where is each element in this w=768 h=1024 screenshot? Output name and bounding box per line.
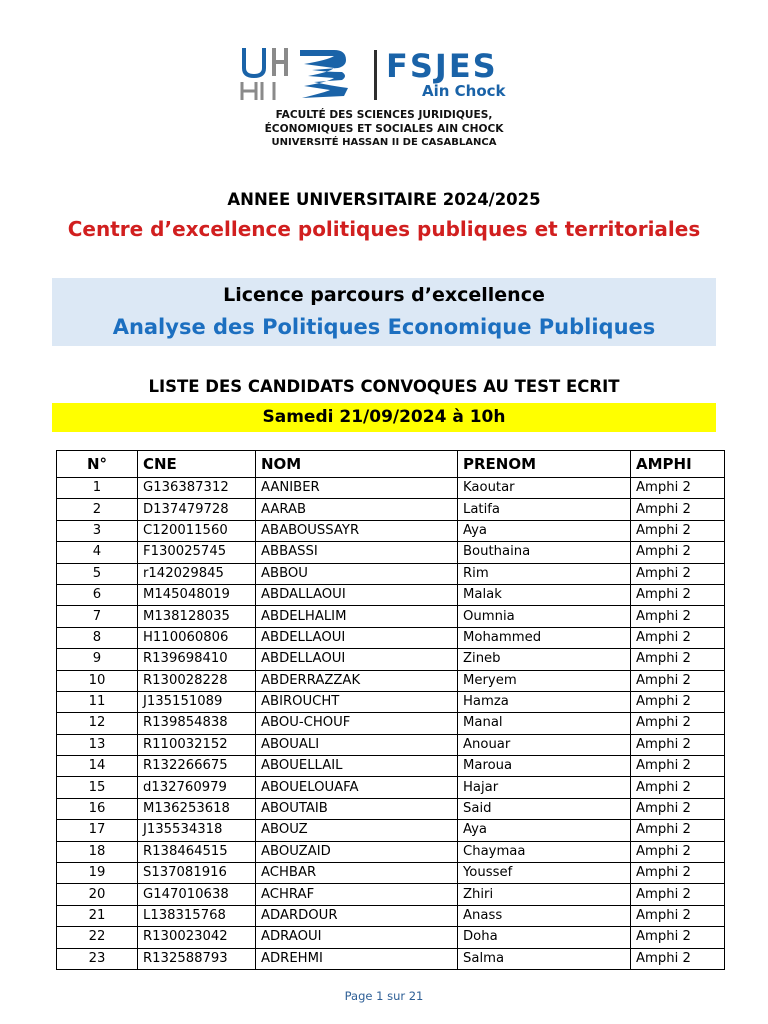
cell-prenom: Kaoutar (458, 478, 631, 499)
cell-prenom: Said (458, 798, 631, 819)
cell-nom: ABOUTAIB (256, 798, 458, 819)
cell-amphi: Amphi 2 (631, 734, 725, 755)
cell-nom: ABOUELOUAFA (256, 777, 458, 798)
cell-nom: ABDERRAZZAK (256, 670, 458, 691)
cell-number: 18 (57, 841, 138, 862)
cell-nom: ABBASSI (256, 542, 458, 563)
table-row (57, 948, 725, 969)
table-row (57, 563, 725, 584)
centre-title: Centre d’excellence politiques publiques et territoriales (67, 217, 701, 241)
cell-cne: G147010638 (138, 884, 256, 905)
column-header-cne: CNE (138, 451, 256, 478)
cell-prenom: Oumnia (458, 606, 631, 627)
table-row (57, 777, 725, 798)
cell-number: 5 (57, 563, 138, 584)
table-row (57, 691, 725, 712)
cell-nom: ABDELHALIM (256, 606, 458, 627)
program-banner (52, 278, 716, 346)
cell-nom: ADREHMI (256, 948, 458, 969)
column-header-number: N° (57, 451, 138, 478)
cell-amphi: Amphi 2 (631, 520, 725, 541)
cell-nom: ABOU-CHOUF (256, 713, 458, 734)
cell-prenom: Latifa (458, 499, 631, 520)
licence-title: Licence parcours d’excellence (223, 284, 545, 306)
cell-amphi: Amphi 2 (631, 905, 725, 926)
cell-cne: D137479728 (138, 499, 256, 520)
cell-number: 17 (57, 820, 138, 841)
cell-nom: ABDELLAOUI (256, 649, 458, 670)
cell-nom: AANIBER (256, 478, 458, 499)
cell-number: 1 (57, 478, 138, 499)
cell-prenom: Aya (458, 520, 631, 541)
cell-amphi: Amphi 2 (631, 884, 725, 905)
cell-number: 12 (57, 713, 138, 734)
column-header-amphi: AMPHI (631, 451, 725, 478)
cell-nom: ABOUZ (256, 820, 458, 841)
cell-amphi: Amphi 2 (631, 584, 725, 605)
faculty-name-line-2: ÉCONOMIQUES ET SOCIALES AIN CHOCK (264, 123, 504, 135)
cell-prenom: Meryem (458, 670, 631, 691)
cell-prenom: Youssef (458, 863, 631, 884)
cell-prenom: Hamza (458, 691, 631, 712)
cell-cne: J135151089 (138, 691, 256, 712)
faculty-logo (238, 46, 530, 152)
cell-number: 23 (57, 948, 138, 969)
cell-prenom: Zhiri (458, 884, 631, 905)
table-row (57, 478, 725, 499)
cell-prenom: Hajar (458, 777, 631, 798)
table-row (57, 820, 725, 841)
cell-cne: R138464515 (138, 841, 256, 862)
cell-amphi: Amphi 2 (631, 713, 725, 734)
academic-year: ANNEE UNIVERSITAIRE 2024/2025 (227, 190, 541, 209)
table-row (57, 627, 725, 648)
cell-prenom: Manal (458, 713, 631, 734)
cell-cne: L138315768 (138, 905, 256, 926)
cell-number: 13 (57, 734, 138, 755)
cell-cne: J135534318 (138, 820, 256, 841)
cell-number: 2 (57, 499, 138, 520)
cell-nom: ABBOU (256, 563, 458, 584)
cell-nom: ADRAOUI (256, 927, 458, 948)
cell-cne: H110060806 (138, 627, 256, 648)
cell-number: 3 (57, 520, 138, 541)
exam-date-banner (52, 403, 716, 432)
cell-cne: F130025745 (138, 542, 256, 563)
cell-cne: R110032152 (138, 734, 256, 755)
cell-amphi: Amphi 2 (631, 649, 725, 670)
list-title: LISTE DES CANDIDATS CONVOQUES AU TEST ECRIT (148, 377, 620, 396)
cell-prenom: Mohammed (458, 627, 631, 648)
cell-amphi: Amphi 2 (631, 820, 725, 841)
cell-number: 19 (57, 863, 138, 884)
cell-nom: ABOUALI (256, 734, 458, 755)
cell-amphi: Amphi 2 (631, 777, 725, 798)
cell-amphi: Amphi 2 (631, 542, 725, 563)
cell-prenom: Maroua (458, 756, 631, 777)
cell-nom: ACHBAR (256, 863, 458, 884)
cell-cne: r142029845 (138, 563, 256, 584)
cell-cne: G136387312 (138, 478, 256, 499)
cell-cne: R132588793 (138, 948, 256, 969)
cell-number: 4 (57, 542, 138, 563)
column-header-nom: NOM (256, 451, 458, 478)
cell-nom: ADARDOUR (256, 905, 458, 926)
table-row (57, 905, 725, 926)
table-row (57, 863, 725, 884)
table-row (57, 713, 725, 734)
cell-number: 11 (57, 691, 138, 712)
cell-amphi: Amphi 2 (631, 563, 725, 584)
logo-separator (374, 50, 377, 100)
cell-prenom: Malak (458, 584, 631, 605)
page-number: Page 1 sur 21 (344, 989, 424, 1003)
cell-nom: ABDELLAOUI (256, 627, 458, 648)
cell-number: 9 (57, 649, 138, 670)
cell-cne: d132760979 (138, 777, 256, 798)
cell-nom: ABIROUCHT (256, 691, 458, 712)
cell-cne: R132266675 (138, 756, 256, 777)
cell-amphi: Amphi 2 (631, 948, 725, 969)
cell-nom: ACHRAF (256, 884, 458, 905)
table-row (57, 927, 725, 948)
cell-cne: S137081916 (138, 863, 256, 884)
cell-cne: R130028228 (138, 670, 256, 691)
cell-amphi: Amphi 2 (631, 798, 725, 819)
table-row (57, 756, 725, 777)
program-name: Analyse des Politiques Economique Publiques (112, 315, 656, 339)
faculty-name-line-3: UNIVERSITÉ HASSAN II DE CASABLANCA (271, 137, 497, 148)
table-row (57, 520, 725, 541)
faculty-name-line-1: FACULTÉ DES SCIENCES JURIDIQUES, (275, 109, 493, 121)
cell-number: 20 (57, 884, 138, 905)
cell-prenom: Doha (458, 927, 631, 948)
cell-nom: ABDALLAOUI (256, 584, 458, 605)
candidates-table (56, 450, 725, 970)
table-row (57, 841, 725, 862)
cell-cne: M138128035 (138, 606, 256, 627)
cell-number: 22 (57, 927, 138, 948)
cell-prenom: Anass (458, 905, 631, 926)
cell-amphi: Amphi 2 (631, 606, 725, 627)
cell-prenom: Zineb (458, 649, 631, 670)
table-header-row (57, 451, 725, 478)
cell-number: 6 (57, 584, 138, 605)
cell-cne: R139698410 (138, 649, 256, 670)
table-row (57, 798, 725, 819)
column-header-prenom: PRENOM (458, 451, 631, 478)
cell-cne: R130023042 (138, 927, 256, 948)
table-row (57, 884, 725, 905)
cell-amphi: Amphi 2 (631, 478, 725, 499)
cell-cne: C120011560 (138, 520, 256, 541)
cell-prenom: Bouthaina (458, 542, 631, 563)
cell-prenom: Aya (458, 820, 631, 841)
cell-amphi: Amphi 2 (631, 499, 725, 520)
cell-cne: R139854838 (138, 713, 256, 734)
logo-brand: FSJES (386, 47, 498, 85)
cell-nom: ABOUZAID (256, 841, 458, 862)
cell-cne: M136253618 (138, 798, 256, 819)
cell-nom: AARAB (256, 499, 458, 520)
cell-nom: ABOUELLAIL (256, 756, 458, 777)
cell-cne: M145048019 (138, 584, 256, 605)
cell-amphi: Amphi 2 (631, 691, 725, 712)
cell-number: 7 (57, 606, 138, 627)
cell-number: 15 (57, 777, 138, 798)
table-row (57, 649, 725, 670)
cell-amphi: Amphi 2 (631, 756, 725, 777)
faculty-name (238, 108, 530, 150)
cell-number: 16 (57, 798, 138, 819)
cell-prenom: Salma (458, 948, 631, 969)
university-emblem-icon (238, 46, 368, 102)
cell-amphi: Amphi 2 (631, 841, 725, 862)
exam-date: Samedi 21/09/2024 à 10h (262, 407, 506, 427)
cell-number: 14 (57, 756, 138, 777)
cell-prenom: Rim (458, 563, 631, 584)
logo-subtitle: Ain Chock (422, 82, 506, 100)
cell-number: 21 (57, 905, 138, 926)
cell-amphi: Amphi 2 (631, 670, 725, 691)
cell-amphi: Amphi 2 (631, 863, 725, 884)
table-row (57, 584, 725, 605)
cell-prenom: Anouar (458, 734, 631, 755)
table-row (57, 606, 725, 627)
cell-number: 10 (57, 670, 138, 691)
cell-amphi: Amphi 2 (631, 927, 725, 948)
cell-nom: ABABOUSSAYR (256, 520, 458, 541)
table-row (57, 670, 725, 691)
table-row (57, 499, 725, 520)
table-row (57, 542, 725, 563)
cell-amphi: Amphi 2 (631, 627, 725, 648)
cell-prenom: Chaymaa (458, 841, 631, 862)
table-row (57, 734, 725, 755)
cell-number: 8 (57, 627, 138, 648)
